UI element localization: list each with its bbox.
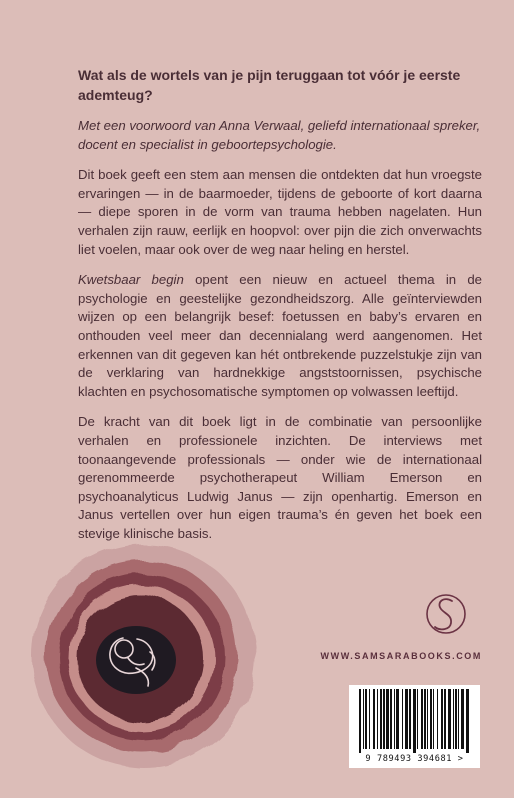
barcode-bar bbox=[424, 689, 426, 749]
barcode-bar bbox=[466, 689, 469, 753]
barcode-bar bbox=[390, 689, 392, 749]
barcode-bar bbox=[461, 689, 464, 749]
headline: Wat als de wortels van je pijn teruggaan tot vóór je eerste ademteug? bbox=[78, 67, 461, 103]
barcode-bar bbox=[417, 689, 418, 749]
barcode-bar bbox=[421, 689, 423, 749]
barcode-bar bbox=[427, 689, 428, 749]
barcode-bar bbox=[441, 689, 443, 749]
barcode-bar bbox=[396, 689, 399, 749]
barcode-bar bbox=[386, 689, 389, 749]
barcode-bar bbox=[448, 689, 451, 749]
barcode-bar bbox=[444, 689, 446, 749]
barcode-bar bbox=[430, 689, 432, 749]
barcode-bar bbox=[437, 689, 438, 749]
barcode-bar bbox=[383, 689, 385, 749]
back-cover-text bbox=[78, 66, 482, 555]
paragraph-1: Dit boek geeft een stem aan mensen die ontdekten dat hun vroegste ervaringen — in de baarmoeder, tijdens de geboorte of kort daarna — diepe sporen in de vorm van trauma hebben nagelaten. Hun verhalen zijn rauw, eerlijk en hoopvol: over pijn die zich onverwachts liet voelen, maar ook over de weg naar heling en herstel. bbox=[78, 167, 482, 257]
barcode-bar bbox=[365, 689, 367, 749]
barcode-bar bbox=[405, 689, 408, 749]
barcode-bar bbox=[394, 689, 395, 749]
foreword-line: Met een voorwoord van Anna Verwaal, geliefd internationaal spreker, docent en specialist in geboortepsychologie. bbox=[78, 118, 481, 152]
book-title-inline: Kwetsbaar begin bbox=[78, 272, 184, 288]
barcode-bar bbox=[380, 689, 382, 749]
barcode-bar bbox=[377, 689, 378, 749]
barcode-bar bbox=[369, 689, 370, 749]
barcode-bar bbox=[453, 689, 454, 749]
samsara-s-logo-icon bbox=[424, 588, 468, 640]
paragraph-2 bbox=[78, 271, 482, 401]
barcode-bar bbox=[402, 689, 403, 749]
barcode-bar bbox=[433, 689, 434, 749]
fetus-in-womb-circles-icon bbox=[28, 540, 260, 772]
barcode-bar bbox=[458, 689, 459, 749]
publisher-url[interactable]: WWW.SAMSARABOOKS.COM bbox=[320, 651, 482, 661]
barcode-bars-icon bbox=[349, 685, 480, 755]
paragraph-2-text: opent een nieuw en actueel thema in de psychologie en geestelijke gezondheidszorg. Alle geïnterviewden wijzen op een belangrijk besef: foetussen en baby’s ervaren en onthouden veel meer dan decennialang werd aangenomen. Het erkennen van dit gegeven kan hét ontbrekende puzzelstukje zijn van de verklaring van hardnekkige angststoornissen, psychische klachten en psychosomatische symptomen op volwassen leeftijd. bbox=[78, 272, 482, 399]
isbn-digits: 9 789493 394681 > bbox=[365, 754, 464, 764]
barcode-bar bbox=[413, 689, 416, 753]
barcode-bar bbox=[409, 689, 411, 749]
isbn-barcode bbox=[349, 685, 480, 768]
barcode-bar bbox=[359, 689, 361, 753]
barcode-bar bbox=[363, 689, 364, 749]
barcode-bar bbox=[373, 689, 375, 749]
barcode-bar bbox=[455, 689, 457, 749]
paragraph-3: De kracht van dit boek ligt in de combinatie van persoonlijke verhalen en professionele inzichten. De interviews met toonaangevende professionals — onder wie de internationaal gerenommeerde psychotherapeut William Emerson en psychoanalyticus Ludwig Janus — zijn openhartig. Emerson en Janus vertellen over hun eigen trauma’s én geven het boek een stevige klinische basis. bbox=[78, 414, 482, 541]
